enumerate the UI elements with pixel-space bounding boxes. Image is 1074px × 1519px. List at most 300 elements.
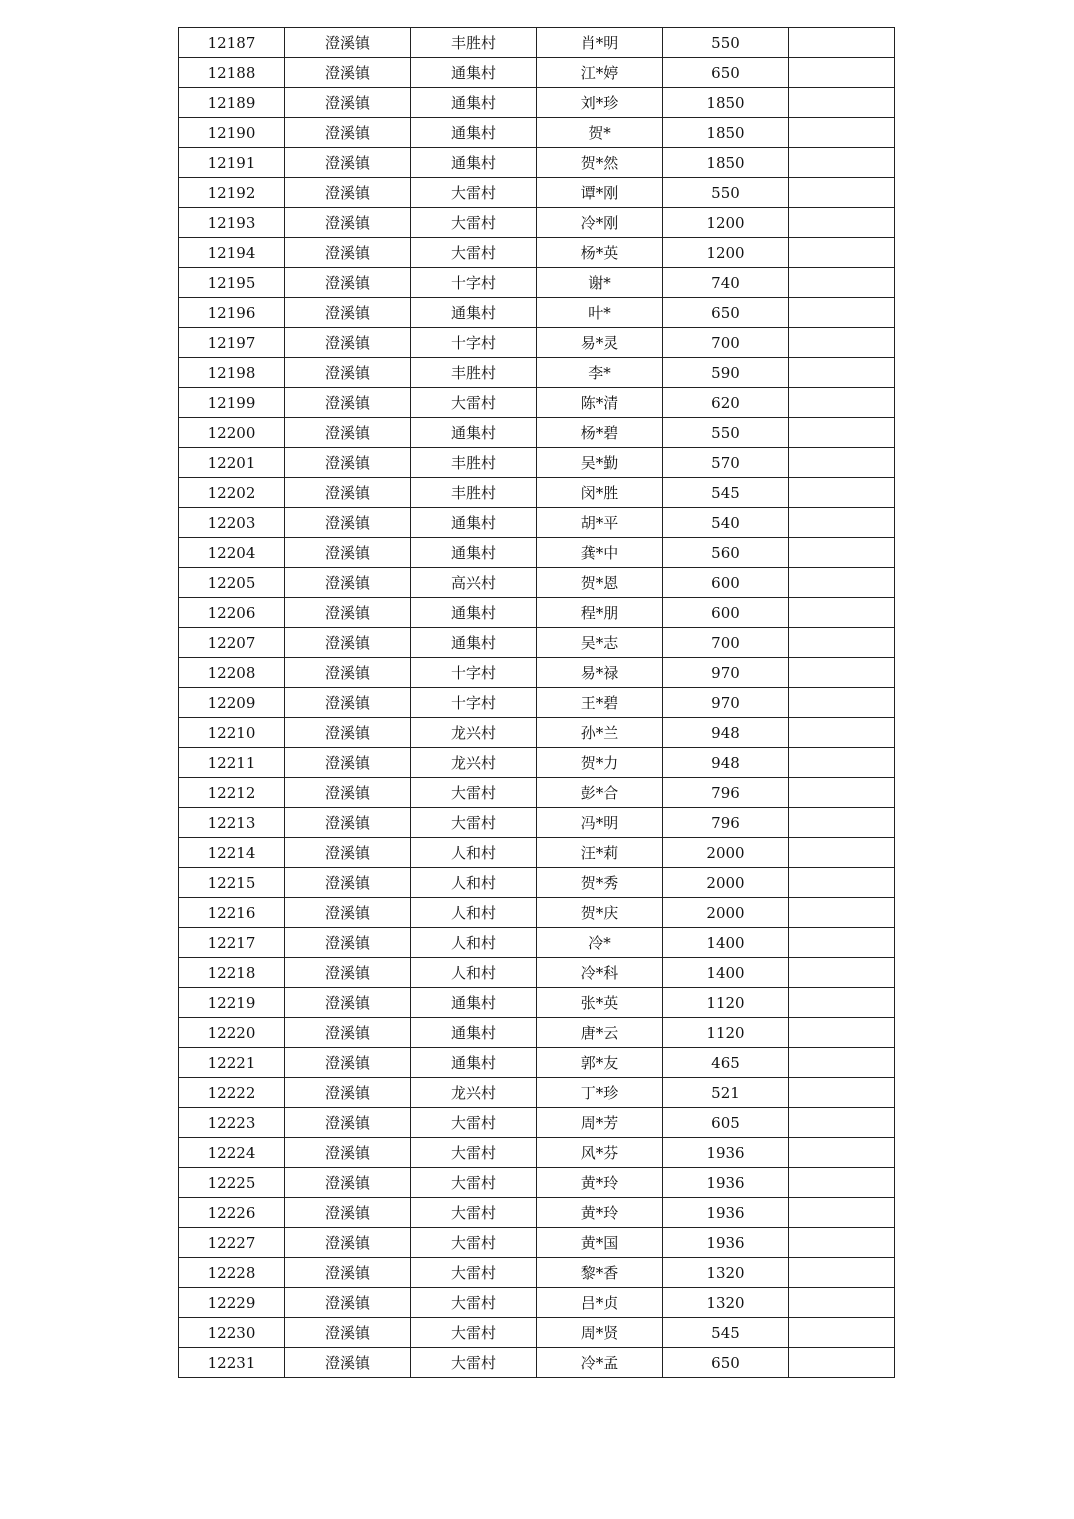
village-cell: 丰胜村 [411,448,537,478]
town-cell: 澄溪镇 [285,568,411,598]
amount-cell: 550 [663,418,789,448]
table-row [179,1228,895,1258]
name-cell: 周*贤 [537,1318,663,1348]
town-cell: 澄溪镇 [285,1198,411,1228]
amount-cell: 2000 [663,898,789,928]
town-cell: 澄溪镇 [285,508,411,538]
village-cell: 通集村 [411,1048,537,1078]
table-row [179,808,895,838]
table-body [179,28,895,1378]
town-cell: 澄溪镇 [285,988,411,1018]
record-id-cell: 12205 [179,568,285,598]
record-id-cell: 12227 [179,1228,285,1258]
town-cell: 澄溪镇 [285,238,411,268]
amount-cell: 650 [663,1348,789,1378]
table-row [179,988,895,1018]
amount-cell: 740 [663,268,789,298]
table-row [179,358,895,388]
amount-cell: 600 [663,568,789,598]
village-cell: 通集村 [411,598,537,628]
amount-cell: 550 [663,178,789,208]
town-cell: 澄溪镇 [285,778,411,808]
town-cell: 澄溪镇 [285,748,411,778]
note-cell [789,28,895,58]
village-cell: 大雷村 [411,1168,537,1198]
record-id-cell: 12204 [179,538,285,568]
village-cell: 大雷村 [411,178,537,208]
name-cell: 吴*勤 [537,448,663,478]
note-cell [789,808,895,838]
amount-cell: 1400 [663,928,789,958]
note-cell [789,358,895,388]
record-id-cell: 12190 [179,118,285,148]
record-id-cell: 12223 [179,1108,285,1138]
village-cell: 通集村 [411,628,537,658]
village-cell: 十字村 [411,658,537,688]
name-cell: 贺*力 [537,748,663,778]
village-cell: 大雷村 [411,1318,537,1348]
village-cell: 人和村 [411,928,537,958]
town-cell: 澄溪镇 [285,868,411,898]
table-row [179,1198,895,1228]
village-cell: 丰胜村 [411,358,537,388]
village-cell: 通集村 [411,508,537,538]
note-cell [789,958,895,988]
village-cell: 高兴村 [411,568,537,598]
note-cell [789,238,895,268]
name-cell: 程*朋 [537,598,663,628]
record-id-cell: 12198 [179,358,285,388]
town-cell: 澄溪镇 [285,178,411,208]
note-cell [789,598,895,628]
note-cell [789,568,895,598]
village-cell: 大雷村 [411,1348,537,1378]
name-cell: 谭*刚 [537,178,663,208]
village-cell: 通集村 [411,1018,537,1048]
note-cell [789,718,895,748]
table-row [179,148,895,178]
town-cell: 澄溪镇 [285,1348,411,1378]
note-cell [789,298,895,328]
amount-cell: 540 [663,508,789,538]
table-row [179,448,895,478]
amount-cell: 550 [663,28,789,58]
note-cell [789,1318,895,1348]
village-cell: 龙兴村 [411,718,537,748]
table-row [179,928,895,958]
village-cell: 通集村 [411,538,537,568]
table-row [179,1078,895,1108]
record-id-cell: 12220 [179,1018,285,1048]
amount-cell: 1936 [663,1198,789,1228]
village-cell: 通集村 [411,298,537,328]
town-cell: 澄溪镇 [285,1018,411,1048]
table-row [179,748,895,778]
amount-cell: 948 [663,748,789,778]
village-cell: 十字村 [411,328,537,358]
note-cell [789,688,895,718]
record-id-cell: 12187 [179,28,285,58]
village-cell: 大雷村 [411,388,537,418]
record-id-cell: 12189 [179,88,285,118]
note-cell [789,658,895,688]
village-cell: 大雷村 [411,1138,537,1168]
name-cell: 冯*明 [537,808,663,838]
note-cell [789,1018,895,1048]
amount-cell: 1120 [663,1018,789,1048]
record-id-cell: 12212 [179,778,285,808]
table-row [179,1138,895,1168]
village-cell: 人和村 [411,958,537,988]
name-cell: 王*碧 [537,688,663,718]
amount-cell: 948 [663,718,789,748]
note-cell [789,778,895,808]
amount-cell: 570 [663,448,789,478]
note-cell [789,328,895,358]
amount-cell: 1320 [663,1258,789,1288]
village-cell: 通集村 [411,148,537,178]
record-id-cell: 12196 [179,298,285,328]
record-id-cell: 12203 [179,508,285,538]
village-cell: 通集村 [411,418,537,448]
name-cell: 汪*莉 [537,838,663,868]
town-cell: 澄溪镇 [285,928,411,958]
town-cell: 澄溪镇 [285,328,411,358]
record-id-cell: 12231 [179,1348,285,1378]
amount-cell: 620 [663,388,789,418]
village-cell: 大雷村 [411,778,537,808]
table-row [179,238,895,268]
note-cell [789,388,895,418]
table-row [179,268,895,298]
record-id-cell: 12194 [179,238,285,268]
amount-cell: 2000 [663,868,789,898]
name-cell: 谢* [537,268,663,298]
town-cell: 澄溪镇 [285,358,411,388]
amount-cell: 1936 [663,1138,789,1168]
village-cell: 大雷村 [411,1228,537,1258]
table-row [179,1348,895,1378]
name-cell: 唐*云 [537,1018,663,1048]
note-cell [789,868,895,898]
table-row [179,778,895,808]
record-id-cell: 12230 [179,1318,285,1348]
amount-cell: 1850 [663,148,789,178]
amount-cell: 590 [663,358,789,388]
village-cell: 丰胜村 [411,28,537,58]
name-cell: 杨*碧 [537,418,663,448]
note-cell [789,1228,895,1258]
table-row [179,208,895,238]
village-cell: 十字村 [411,268,537,298]
table-row [179,418,895,448]
amount-cell: 1936 [663,1228,789,1258]
table-row [179,1018,895,1048]
record-id-cell: 12200 [179,418,285,448]
name-cell: 黄*玲 [537,1168,663,1198]
note-cell [789,988,895,1018]
name-cell: 郭*友 [537,1048,663,1078]
village-cell: 人和村 [411,868,537,898]
name-cell: 叶* [537,298,663,328]
table-row [179,898,895,928]
note-cell [789,178,895,208]
amount-cell: 1400 [663,958,789,988]
note-cell [789,628,895,658]
table-row [179,598,895,628]
record-id-cell: 12209 [179,688,285,718]
name-cell: 贺*恩 [537,568,663,598]
town-cell: 澄溪镇 [285,1108,411,1138]
town-cell: 澄溪镇 [285,268,411,298]
name-cell: 风*芬 [537,1138,663,1168]
town-cell: 澄溪镇 [285,58,411,88]
town-cell: 澄溪镇 [285,28,411,58]
name-cell: 易*禄 [537,658,663,688]
amount-cell: 465 [663,1048,789,1078]
town-cell: 澄溪镇 [285,1258,411,1288]
table-row [179,628,895,658]
name-cell: 贺*庆 [537,898,663,928]
table-row [179,538,895,568]
amount-cell: 600 [663,598,789,628]
amount-cell: 1936 [663,1168,789,1198]
note-cell [789,1168,895,1198]
record-id-cell: 12222 [179,1078,285,1108]
record-id-cell: 12229 [179,1288,285,1318]
name-cell: 孙*兰 [537,718,663,748]
amount-cell: 650 [663,58,789,88]
record-id-cell: 12225 [179,1168,285,1198]
table-row [179,1288,895,1318]
note-cell [789,1108,895,1138]
village-cell: 通集村 [411,988,537,1018]
record-id-cell: 12218 [179,958,285,988]
village-cell: 大雷村 [411,1108,537,1138]
table-row [179,718,895,748]
town-cell: 澄溪镇 [285,808,411,838]
table-row [179,838,895,868]
amount-cell: 521 [663,1078,789,1108]
name-cell: 吴*志 [537,628,663,658]
amount-cell: 1200 [663,238,789,268]
name-cell: 黄*国 [537,1228,663,1258]
note-cell [789,118,895,148]
record-id-cell: 12206 [179,598,285,628]
town-cell: 澄溪镇 [285,1318,411,1348]
data-table [178,27,895,1378]
name-cell: 龚*中 [537,538,663,568]
town-cell: 澄溪镇 [285,598,411,628]
note-cell [789,478,895,508]
table-row [179,658,895,688]
table-row [179,508,895,538]
name-cell: 刘*珍 [537,88,663,118]
note-cell [789,418,895,448]
name-cell: 冷* [537,928,663,958]
note-cell [789,928,895,958]
record-id-cell: 12199 [179,388,285,418]
record-id-cell: 12192 [179,178,285,208]
name-cell: 贺*然 [537,148,663,178]
name-cell: 彭*合 [537,778,663,808]
table-row [179,58,895,88]
table-row [179,28,895,58]
note-cell [789,268,895,298]
amount-cell: 970 [663,658,789,688]
record-id-cell: 12191 [179,148,285,178]
name-cell: 吕*贞 [537,1288,663,1318]
note-cell [789,1288,895,1318]
amount-cell: 545 [663,1318,789,1348]
table-row [179,298,895,328]
name-cell: 陈*清 [537,388,663,418]
name-cell: 冷*科 [537,958,663,988]
record-id-cell: 12228 [179,1258,285,1288]
name-cell: 丁*珍 [537,1078,663,1108]
note-cell [789,1348,895,1378]
town-cell: 澄溪镇 [285,478,411,508]
record-id-cell: 12211 [179,748,285,778]
amount-cell: 2000 [663,838,789,868]
town-cell: 澄溪镇 [285,1228,411,1258]
town-cell: 澄溪镇 [285,388,411,418]
note-cell [789,1048,895,1078]
table-row [179,868,895,898]
note-cell [789,898,895,928]
village-cell: 十字村 [411,688,537,718]
village-cell: 人和村 [411,838,537,868]
village-cell: 大雷村 [411,1258,537,1288]
record-id-cell: 12214 [179,838,285,868]
amount-cell: 796 [663,778,789,808]
village-cell: 通集村 [411,118,537,148]
table-row [179,688,895,718]
record-id-cell: 12201 [179,448,285,478]
name-cell: 江*婷 [537,58,663,88]
town-cell: 澄溪镇 [285,298,411,328]
name-cell: 黎*香 [537,1258,663,1288]
record-id-cell: 12219 [179,988,285,1018]
town-cell: 澄溪镇 [285,418,411,448]
note-cell [789,448,895,478]
note-cell [789,838,895,868]
name-cell: 闵*胜 [537,478,663,508]
village-cell: 龙兴村 [411,748,537,778]
name-cell: 冷*刚 [537,208,663,238]
amount-cell: 650 [663,298,789,328]
town-cell: 澄溪镇 [285,448,411,478]
note-cell [789,508,895,538]
village-cell: 大雷村 [411,808,537,838]
amount-cell: 700 [663,328,789,358]
village-cell: 人和村 [411,898,537,928]
name-cell: 肖*明 [537,28,663,58]
table-row [179,958,895,988]
town-cell: 澄溪镇 [285,1288,411,1318]
name-cell: 易*灵 [537,328,663,358]
note-cell [789,58,895,88]
amount-cell: 796 [663,808,789,838]
name-cell: 胡*平 [537,508,663,538]
amount-cell: 605 [663,1108,789,1138]
town-cell: 澄溪镇 [285,148,411,178]
table-row [179,88,895,118]
town-cell: 澄溪镇 [285,1168,411,1198]
name-cell: 李* [537,358,663,388]
table-row [179,568,895,598]
amount-cell: 1850 [663,88,789,118]
village-cell: 大雷村 [411,1198,537,1228]
note-cell [789,88,895,118]
town-cell: 澄溪镇 [285,838,411,868]
amount-cell: 1120 [663,988,789,1018]
note-cell [789,1258,895,1288]
town-cell: 澄溪镇 [285,628,411,658]
table-row [179,1108,895,1138]
note-cell [789,208,895,238]
name-cell: 冷*孟 [537,1348,663,1378]
town-cell: 澄溪镇 [285,1078,411,1108]
town-cell: 澄溪镇 [285,538,411,568]
village-cell: 丰胜村 [411,478,537,508]
amount-cell: 1200 [663,208,789,238]
record-id-cell: 12215 [179,868,285,898]
table-row [179,178,895,208]
village-cell: 大雷村 [411,208,537,238]
record-id-cell: 12202 [179,478,285,508]
town-cell: 澄溪镇 [285,118,411,148]
note-cell [789,148,895,178]
record-id-cell: 12208 [179,658,285,688]
note-cell [789,1138,895,1168]
table-row [179,1258,895,1288]
town-cell: 澄溪镇 [285,88,411,118]
note-cell [789,1078,895,1108]
record-id-cell: 12193 [179,208,285,238]
record-id-cell: 12197 [179,328,285,358]
name-cell: 张*英 [537,988,663,1018]
record-id-cell: 12195 [179,268,285,298]
town-cell: 澄溪镇 [285,718,411,748]
town-cell: 澄溪镇 [285,688,411,718]
town-cell: 澄溪镇 [285,1048,411,1078]
table-row [179,478,895,508]
name-cell: 贺* [537,118,663,148]
record-id-cell: 12210 [179,718,285,748]
name-cell: 杨*英 [537,238,663,268]
record-id-cell: 12207 [179,628,285,658]
village-cell: 通集村 [411,88,537,118]
table-row [179,1168,895,1198]
name-cell: 周*芳 [537,1108,663,1138]
amount-cell: 970 [663,688,789,718]
table-row [179,328,895,358]
record-id-cell: 12216 [179,898,285,928]
town-cell: 澄溪镇 [285,958,411,988]
village-cell: 龙兴村 [411,1078,537,1108]
village-cell: 通集村 [411,58,537,88]
note-cell [789,538,895,568]
table-row [179,118,895,148]
name-cell: 贺*秀 [537,868,663,898]
table-row [179,1318,895,1348]
amount-cell: 1850 [663,118,789,148]
village-cell: 大雷村 [411,238,537,268]
town-cell: 澄溪镇 [285,898,411,928]
amount-cell: 545 [663,478,789,508]
town-cell: 澄溪镇 [285,208,411,238]
